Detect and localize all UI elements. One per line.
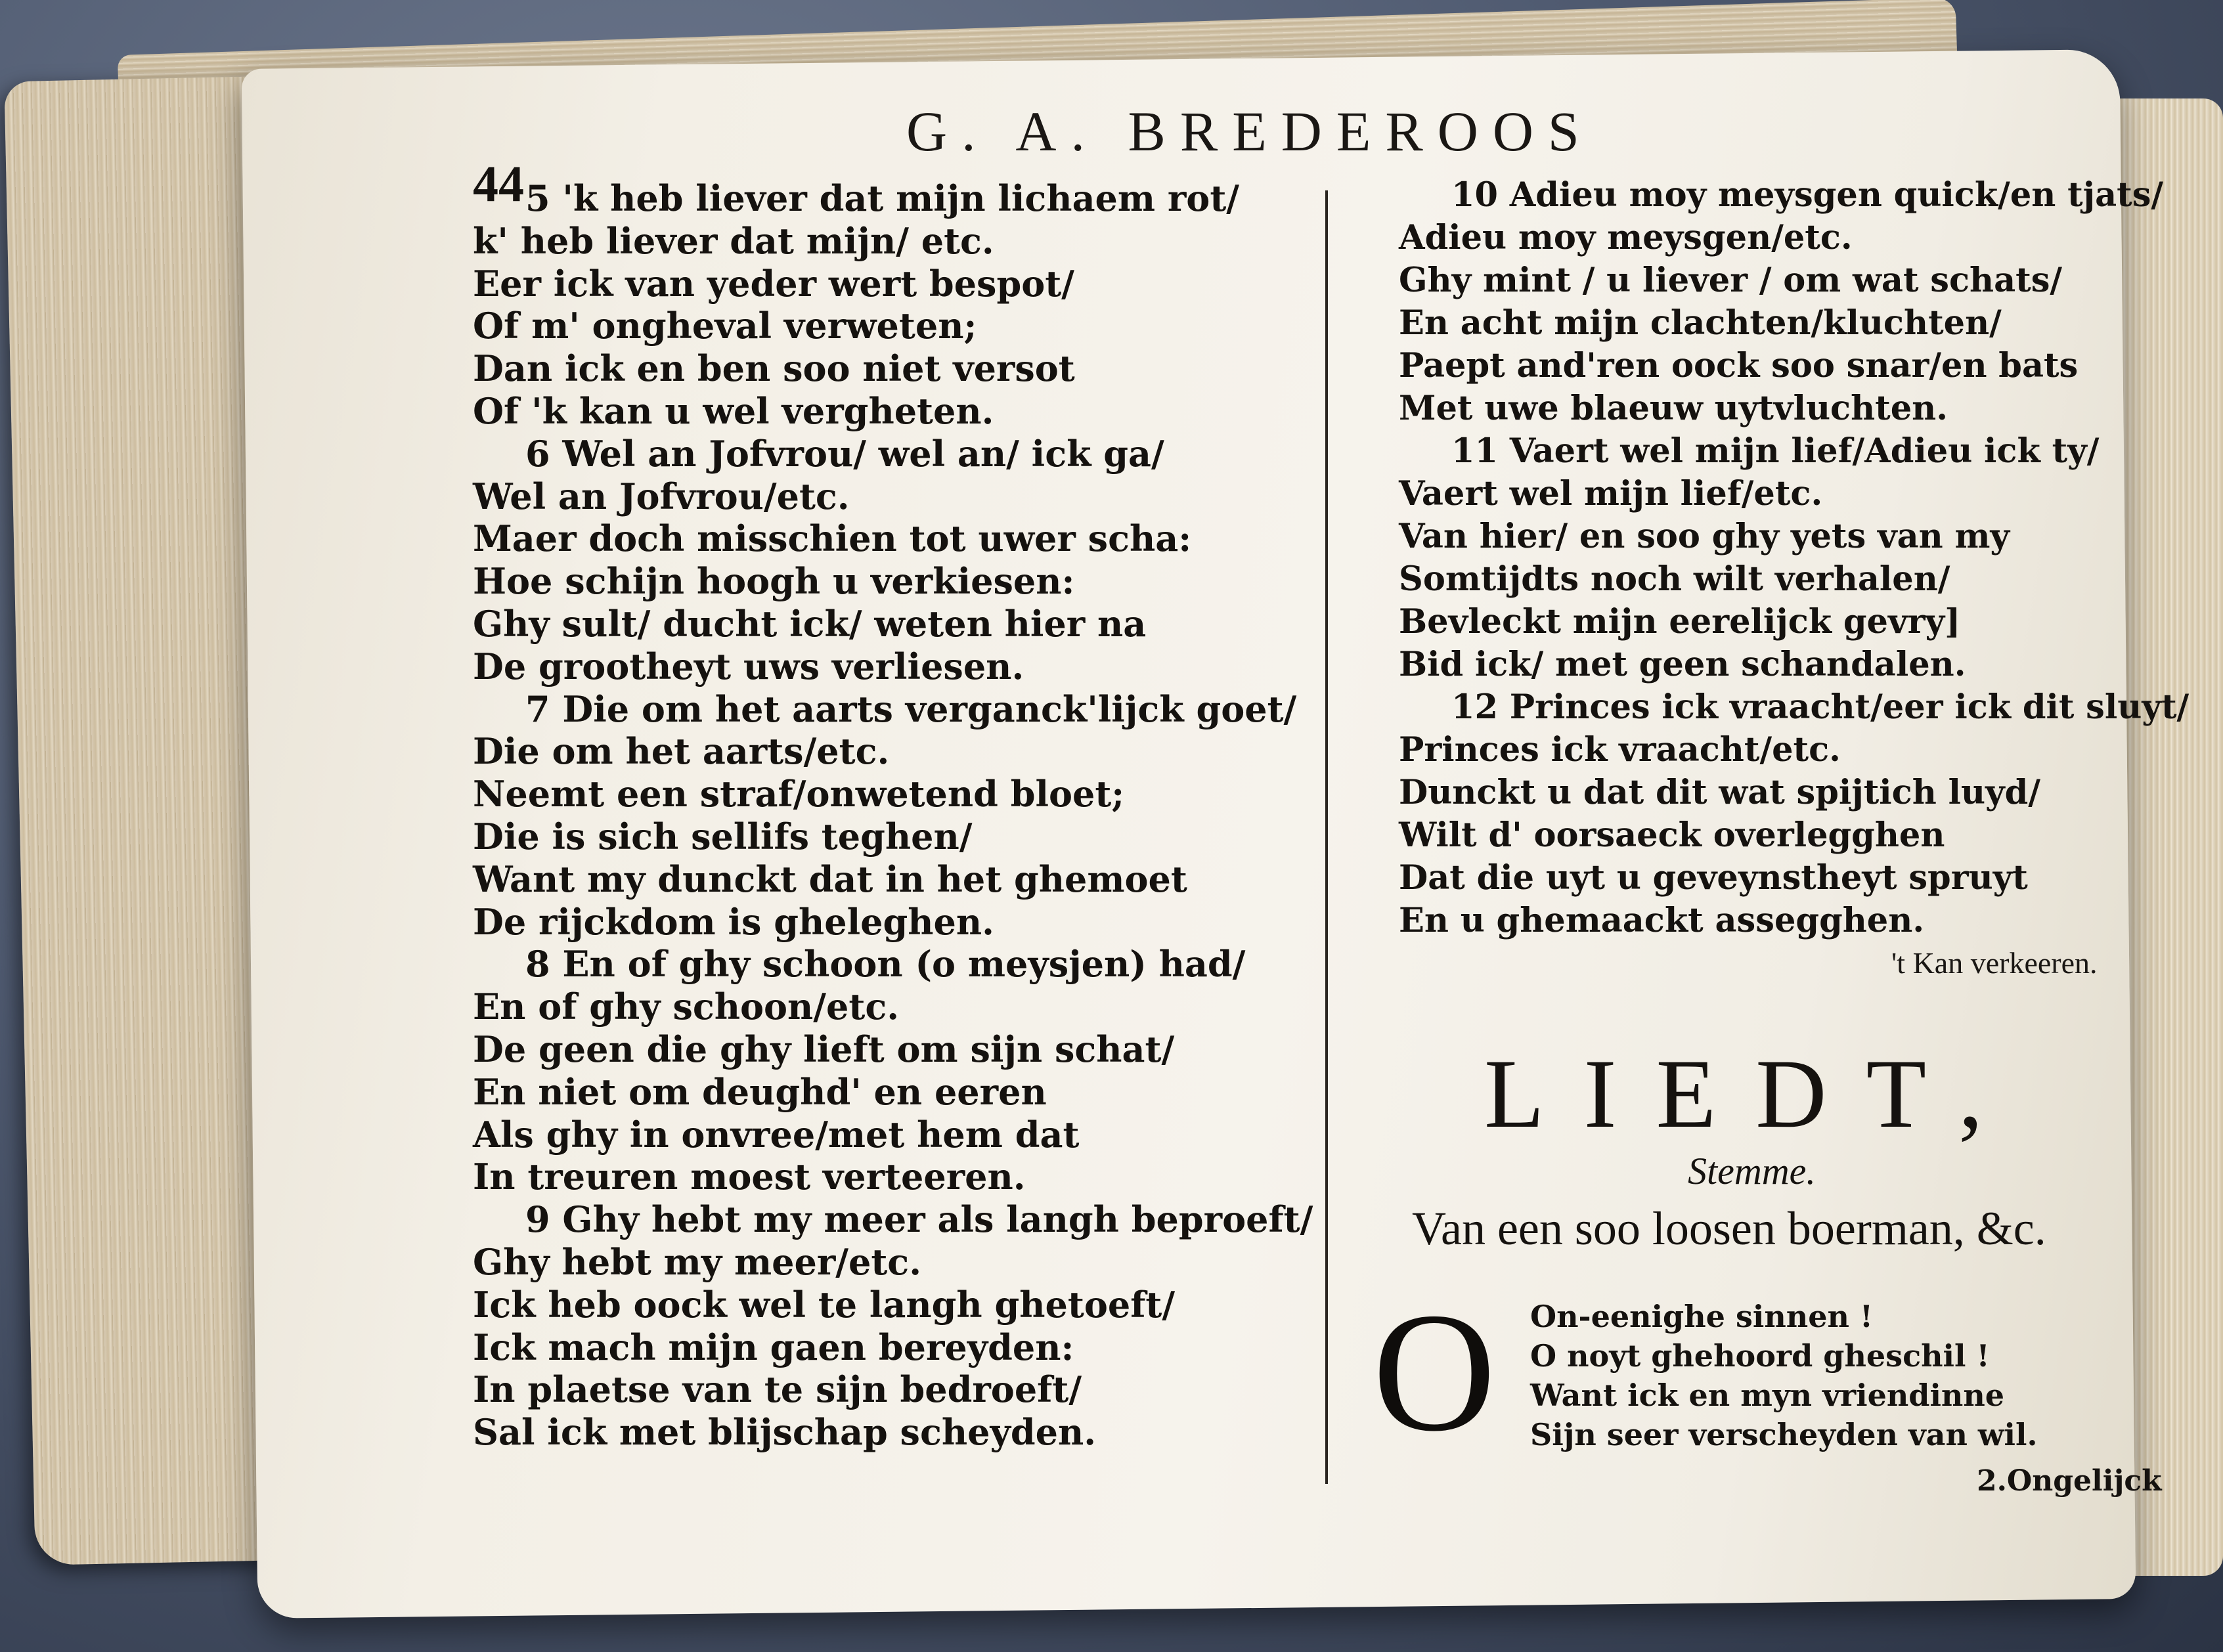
text-line: Dan ick en ben soo niet versot: [473, 347, 1075, 390]
text-line: Ghy hebt my meer/etc.: [473, 1240, 921, 1283]
text-line: In treuren moest verteeren.: [473, 1156, 1026, 1198]
verse-line: Sijn seer verscheyden van wil.: [1530, 1417, 2038, 1452]
text-line: Die is sich sellifs teghen/: [473, 815, 973, 858]
stemme-label: Stemme.: [1688, 1150, 1816, 1192]
text-line: En acht mijn clachten/kluchten/: [1399, 303, 2002, 343]
text-line: De rijckdom is gheleghen.: [473, 900, 994, 943]
text-line: 7 Die om het aarts verganck'lijck goet/: [525, 687, 1297, 730]
text-line: Maer doch misschien tot uwer scha:: [473, 517, 1192, 560]
text-line: Of 'k kan u wel vergheten.: [473, 389, 994, 432]
text-line: Ick heb oock wel te langh ghetoeft/: [473, 1283, 1176, 1326]
text-line: Ghy sult/ ducht ick/ weten hier na: [473, 602, 1147, 645]
column-rule: [1325, 190, 1328, 1484]
text-line: En u ghemaackt assegghen.: [1399, 901, 1925, 940]
text-line: Als ghy in onvree/met hem dat: [473, 1113, 1080, 1156]
text-line: En of ghy schoon/etc.: [473, 986, 900, 1028]
text-line: 10 Adieu moy meysgen quick/en tjats/: [1451, 175, 2164, 215]
motto: 't Kan verkeeren.: [1891, 946, 2098, 980]
text-line: 12 Princes ick vraacht/eer ick dit sluyt/: [1451, 687, 2190, 727]
left-column: [473, 177, 1313, 1454]
text-line: Somtijdts noch wilt verhalen/: [1399, 559, 1950, 599]
text-line: 8 En of ghy schoon (o meysjen) had/: [525, 943, 1246, 986]
text-line: Dat die uyt u geveynstheyt spruyt: [1399, 858, 2028, 898]
text-line: Sal ick met blijschap scheyden.: [473, 1411, 1097, 1454]
text-line: Want my dunckt dat in het ghemoet: [473, 858, 1187, 900]
tune-name: Van een soo loosen boerman, &c.: [1412, 1202, 2046, 1255]
text-line: 11 Vaert wel mijn lief/Adieu ick ty/: [1451, 431, 2100, 471]
verse-line: On-eenighe sinnen !: [1530, 1299, 1874, 1334]
drop-initial: O: [1373, 1278, 1496, 1467]
text-line: Met uwe blaeuw uytvluchten.: [1399, 389, 1948, 428]
text-line: En niet om deughd' en eeren: [473, 1070, 1047, 1113]
text-line: In plaetse van te sijn bedroeft/: [473, 1368, 1082, 1411]
text-line: Ick mach mijn gaen bereyden:: [473, 1326, 1074, 1368]
page-number: 44: [473, 155, 524, 212]
text-line: Vaert wel mijn lief/etc.: [1399, 474, 1823, 513]
running-head: G. A. BREDEROOS: [906, 100, 1594, 163]
text-line: Neemt een straf/onwetend bloet;: [473, 773, 1125, 815]
text-line: 5 'k heb liever dat mijn lichaem rot/: [525, 177, 1239, 219]
text-line: Wel an Jofvrou/etc.: [473, 475, 850, 517]
text-line: Of m' ongheval verweten;: [473, 305, 977, 347]
catchword: 2.Ongelijck: [1977, 1464, 2162, 1498]
text-line: Die om het aarts/etc.: [473, 730, 890, 773]
text-line: Bid ick/ met geen schandalen.: [1399, 645, 1966, 684]
text-line: Wilt d' oorsaeck overlegghen: [1399, 815, 1945, 855]
song-title: LIEDT,: [1484, 1039, 2023, 1148]
text-line: De geen die ghy lieft om sijn schat/: [473, 1028, 1175, 1070]
verse-line: O noyt ghehoord gheschil !: [1530, 1338, 1990, 1374]
text-line: k' heb liever dat mijn/ etc.: [473, 219, 994, 262]
song-first-verse: [1530, 1297, 2095, 1454]
text-line: Van hier/ en soo ghy yets van my: [1399, 517, 2010, 556]
text-line: Paept and'ren oock soo snar/en bats: [1399, 346, 2079, 385]
text-line: Eer ick van yeder wert bespot/: [473, 262, 1074, 305]
text-line: Princes ick vraacht/etc.: [1399, 730, 1841, 770]
text-line: 9 Ghy hebt my meer als langh beproeft/: [525, 1198, 1313, 1241]
verse-line: Want ick en myn vriendinne: [1530, 1378, 2005, 1413]
text-line: Adieu moy meysgen/etc.: [1399, 218, 1853, 257]
text-line: 6 Wel an Jofvrou/ wel an/ ick ga/: [525, 432, 1164, 475]
text-line: De grootheyt uws verliesen.: [473, 645, 1024, 687]
text-line: Hoe schijn hoogh u verkiesen:: [473, 560, 1075, 603]
text-line: Ghy mint / u liever / om wat schats/: [1399, 261, 2063, 300]
text-line: Bevleckt mijn eerelijck gevry]: [1399, 602, 1961, 641]
text-line: Dunckt u dat dit wat spijtich luyd/: [1399, 773, 2040, 812]
right-column: [1399, 174, 2190, 942]
